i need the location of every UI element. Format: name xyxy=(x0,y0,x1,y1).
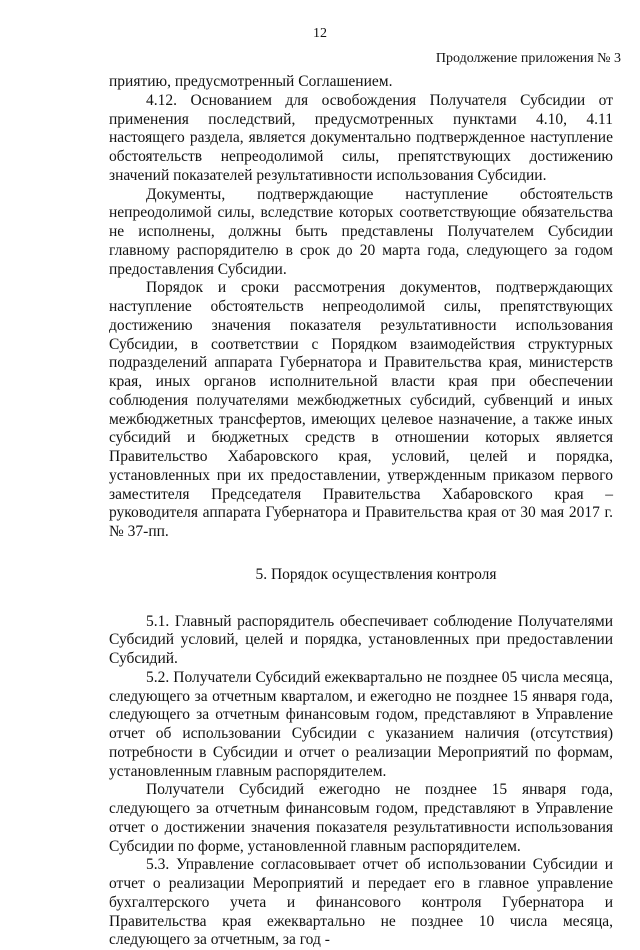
document-body xyxy=(109,73,613,950)
paragraph-5-2: 5.2. Получатели Субсидий ежеквартально не позднее 05 числа месяца, следующего за отчетным кварталом, и ежегодно не позднее 15 января года, следующего за отчетным финансовым годом, представляют в Управление отчет об использовании Субсидии с указанием наличия (отсутствия) потребности в Субсидии и отчет о реализации Мероприятий по формам, установленным главным распорядителем. xyxy=(109,668,613,780)
page-number: 12 xyxy=(313,26,327,41)
paragraph-annual-report: Получатели Субсидий ежегодно не позднее 15 января года, следующего за отчетным финансовым годом, представляют в Управление отчет о достижении значения показателя результативности использования Субсидии по форме, установленной главным распорядителем. xyxy=(109,781,613,855)
paragraph-review-procedure: Порядок и сроки рассмотрения документов, подтверждающих наступление обстоятельств непреодолимой силы, препятствующих достижению значения показателя результативности использования Субсидии, в соответствии с Порядком взаимодействия структурных подразделений аппарата Губернатора и Правительства края, министерств края, иных органов исполнительной власти края при обеспечении соблюдения получателями межбюджетных субсидий, субвенций и иных межбюджетных трансфертов, имеющих целевое назначение, а также иных субсидий и бюджетных средств в отношении которых является Правительство Хабаровского края, условий, целей и порядка, установленных при их предоставлении, утвержденным приказом первого заместителя Председателя Правительства Хабаровского края – руководителя аппарата Губернатора и Правительства края от 30 мая 2017 г. № 37-пп. xyxy=(109,279,613,540)
paragraph-4-12: 4.12. Основанием для освобождения Получателя Субсидии от применения последствий, предусмотренных пунктами 4.10, 4.11 настоящего раздела, является документально подтвержденное наступление обстоятельств непреодолимой силы, препятствующих достижению значений показателей результативности использования Субсидии. xyxy=(109,91,613,184)
appendix-continuation-label: Продолжение приложения № 3 xyxy=(435,51,621,66)
section-title: 5. Порядок осуществления контроля xyxy=(255,565,497,583)
paragraph-force-majeure-documents: Документы, подтверждающие наступление обстоятельств непреодолимой силы, вследствие которых соответствующие обязательства не исполнены, должны быть представлены Получателем Субсидии главному распорядителю в срок до 20 марта года, следующего за годом предоставления Субсидии. xyxy=(109,185,613,278)
paragraph-5-1: 5.1. Главный распорядитель обеспечивает соблюдение Получателями Субсидий условий, целей и порядка, установленных при предоставлении Субсидий. xyxy=(109,612,613,667)
paragraph-continued: приятию, предусмотренный Соглашением. xyxy=(109,73,393,90)
paragraph-5-3: 5.3. Управление согласовывает отчет об использовании Субсидии и отчет о реализации Мероприятий и передает его в главное управление бухгалтерского учета и финансового контроля Губернатора и Правительства края ежеквартально не позднее 10 числа месяца, следующего за отчетным, за год - xyxy=(109,856,613,949)
